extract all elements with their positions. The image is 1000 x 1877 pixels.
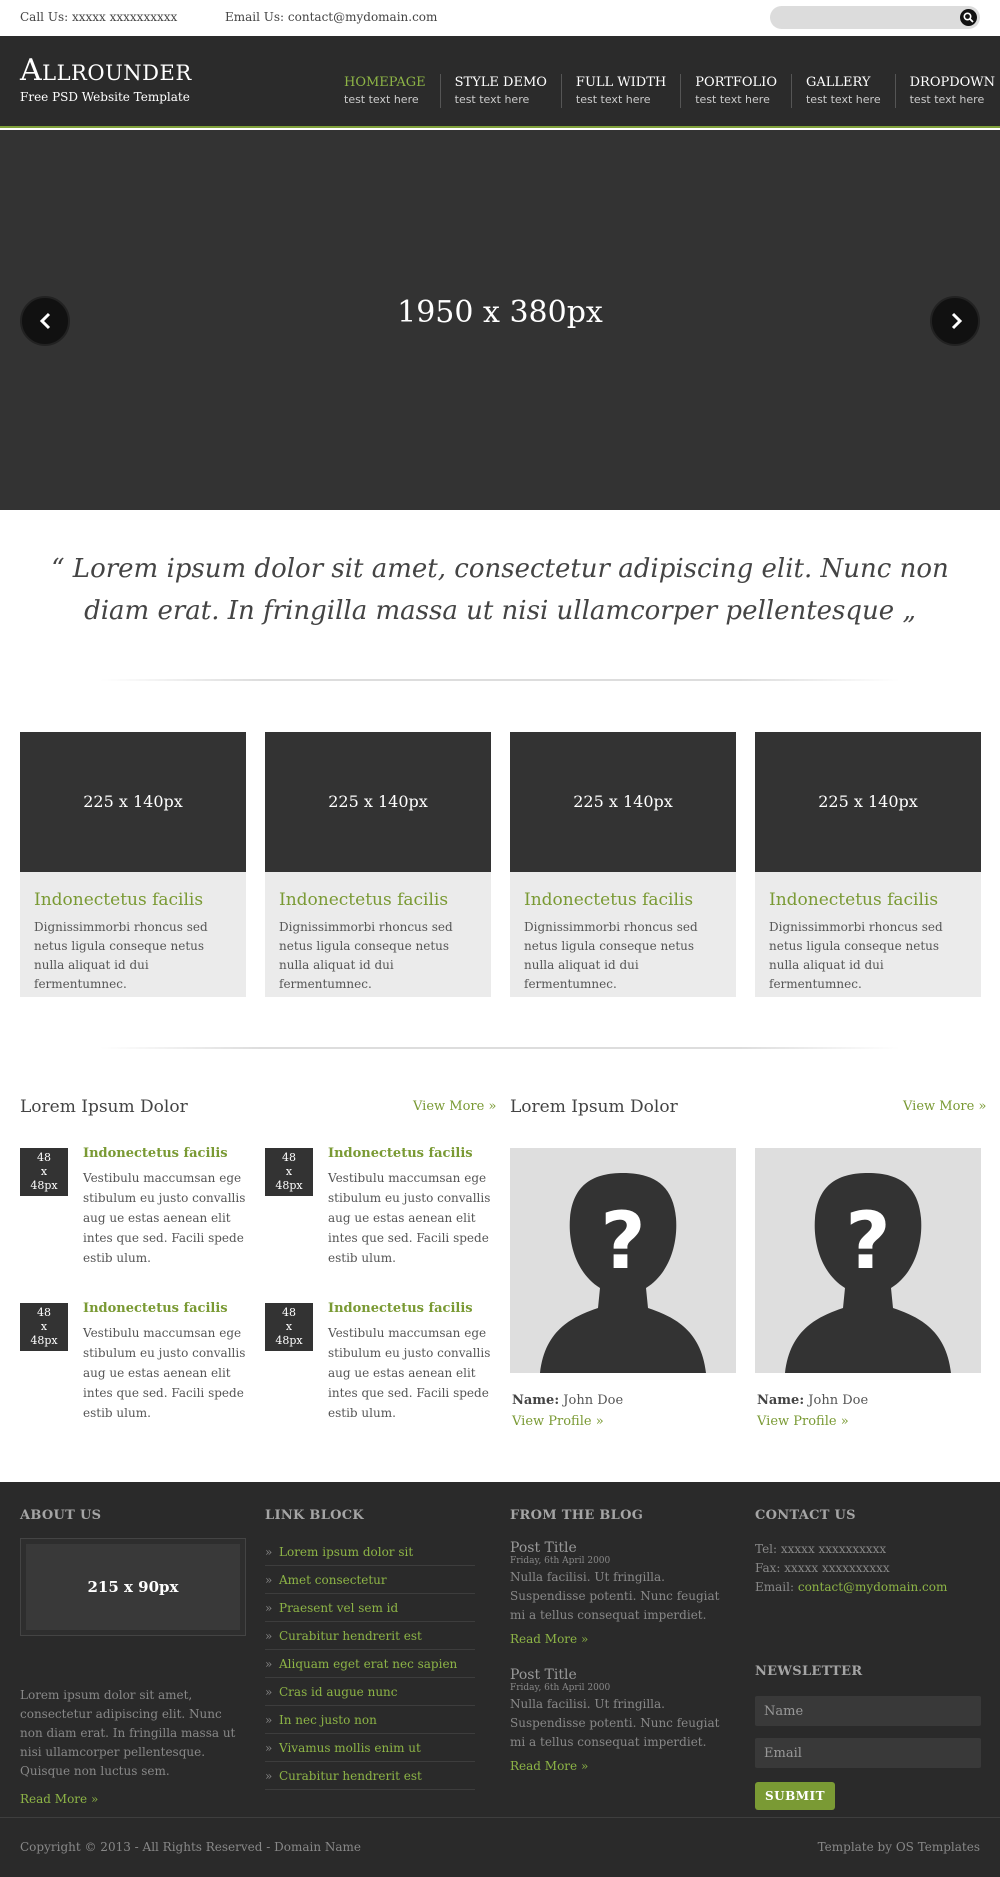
nav-item-title: GALLERY <box>805 75 871 90</box>
nav-item-subtitle: test text here <box>805 93 881 106</box>
thumb-size: 48 <box>282 1306 296 1319</box>
section-divider <box>100 1047 900 1049</box>
blog-post-text: Nulla facilisi. Ut fringilla. Suspendisse potenti. Nunc feugiat mi a tellus consequat imperdiet. <box>510 1697 720 1749</box>
post-text: Vestibulu maccumsan ege stibulum eu justo convallis aug ue estas aenean elit intes que sed. Facili spede estib ulum. <box>328 1171 491 1265</box>
view-more-link[interactable]: View More » <box>903 1099 987 1114</box>
feature-box <box>265 732 491 997</box>
team-member-card <box>755 1148 981 1429</box>
blog-post <box>510 1667 736 1773</box>
section-divider <box>100 679 900 681</box>
nav-item-homepage[interactable] <box>330 74 440 108</box>
contact-email-link[interactable]: contact@mydomain.com <box>797 1580 948 1594</box>
footer-heading: FROM THE BLOG <box>510 1508 644 1523</box>
nav-item-gallery[interactable] <box>791 74 895 108</box>
search-button[interactable] <box>960 9 977 26</box>
nav-item-subtitle: test text here <box>575 93 651 106</box>
nav-item-dropdown[interactable] <box>895 74 1000 108</box>
feature-image-placeholder: 225 x 140px <box>755 732 981 872</box>
footer-contact <box>755 1508 981 1808</box>
read-more-link[interactable]: Read More » <box>510 1632 589 1646</box>
feature-title[interactable]: Indonectetus facilis <box>34 890 204 910</box>
post-title[interactable]: Indonectetus facilis <box>328 1301 473 1316</box>
blog-post-title[interactable]: Post Title <box>510 1540 577 1556</box>
avatar <box>510 1148 736 1373</box>
footer-link-block <box>265 1508 491 1808</box>
footer-link[interactable]: » Curabitur hendrerit est <box>265 1622 475 1650</box>
feature-title[interactable]: Indonectetus facilis <box>769 890 939 910</box>
thumb-size: x <box>40 1165 48 1178</box>
about-image-label: 215 x 90px <box>26 1544 240 1630</box>
footer-about <box>20 1508 246 1808</box>
member-name <box>757 1393 981 1408</box>
feature-title[interactable]: Indonectetus facilis <box>279 890 449 910</box>
contact-tel: Tel: xxxxx xxxxxxxxxx <box>755 1542 887 1556</box>
footer-heading: LINK BLOCK <box>265 1508 365 1523</box>
footer-heading: NEWSLETTER <box>755 1664 863 1679</box>
read-more-link[interactable]: Read More » <box>20 1792 99 1806</box>
feature-text: Dignissimmorbi rhoncus sed netus ligula conseque netus nulla aliquat id dui fermentumnec. <box>34 920 208 991</box>
name-label: Name: <box>512 1393 560 1408</box>
member-name <box>512 1393 736 1408</box>
nav-item-portfolio[interactable] <box>680 74 791 108</box>
unknown-person-icon <box>510 1148 736 1373</box>
blog-post <box>510 1540 736 1646</box>
feature-box <box>20 732 246 997</box>
intro-quote: “ Lorem ipsum dolor sit amet, consectetur adipiscing elit. Nunc non diam erat. In fringilla massa ut nisi ullamcorper pellentesque „ <box>51 554 949 626</box>
search-box <box>770 6 980 29</box>
nav-item-title: PORTFOLIO <box>695 75 777 90</box>
nav-item-full-width[interactable] <box>561 74 680 108</box>
contact-email-label: Email: <box>755 1580 795 1594</box>
footer-link[interactable]: » Aliquam eget erat nec sapien <box>265 1650 475 1678</box>
bottom-bar <box>0 1817 1000 1877</box>
search-input[interactable] <box>780 8 950 27</box>
svg-text:?: ? <box>845 1197 891 1287</box>
post-title[interactable]: Indonectetus facilis <box>83 1146 228 1161</box>
about-text: Lorem ipsum dolor sit amet, consectetur adipiscing elit. Nunc non diam erat. In fringilla massa ut nisi ullamcorper pellentesque. Quisque non luctus sem. <box>20 1688 236 1778</box>
team-member-card <box>510 1148 736 1429</box>
nav-item-title: STYLE DEMO <box>454 75 547 90</box>
hero-slider <box>0 130 1000 510</box>
feature-image-placeholder: 225 x 140px <box>510 732 736 872</box>
site-tagline: Free PSD Website Template <box>20 90 190 104</box>
thumb-size: 48 <box>282 1151 296 1164</box>
newsletter-name-input[interactable] <box>755 1696 981 1726</box>
blog-post-date: Friday, 6th April 2000 <box>510 1556 611 1566</box>
footer-links-list <box>265 1538 475 1790</box>
thumb-size: x <box>285 1320 293 1333</box>
newsletter-submit-button[interactable]: SUBMIT <box>755 1782 835 1810</box>
post-text: Vestibulu maccumsan ege stibulum eu justo convallis aug ue estas aenean elit intes que sed. Facili spede estib ulum. <box>328 1326 491 1420</box>
site-logo[interactable]: Allrounder <box>20 53 192 88</box>
feature-text: Dignissimmorbi rhoncus sed netus ligula conseque netus nulla aliquat id dui fermentumnec. <box>279 920 453 991</box>
thumb-size: 48px <box>275 1334 303 1347</box>
footer-link[interactable]: » Lorem ipsum dolor sit <box>265 1538 475 1566</box>
nav-item-style-demo[interactable] <box>440 74 561 108</box>
feature-title[interactable]: Indonectetus facilis <box>524 890 694 910</box>
feature-text: Dignissimmorbi rhoncus sed netus ligula conseque netus nulla aliquat id dui fermentumnec. <box>524 920 698 991</box>
email-us-text: Email Us: contact@mydomain.com <box>225 10 438 24</box>
footer-heading: CONTACT US <box>755 1508 856 1523</box>
thumb-size: x <box>40 1320 48 1333</box>
feature-box <box>510 732 736 997</box>
view-profile-link[interactable]: View Profile » <box>757 1414 849 1429</box>
feature-image-placeholder: 225 x 140px <box>20 732 246 872</box>
call-us-text: Call Us: xxxxx xxxxxxxxxx <box>20 10 178 24</box>
footer-heading: ABOUT US <box>20 1508 102 1523</box>
footer-link[interactable]: » Cras id augue nunc <box>265 1678 475 1706</box>
slider-next-button[interactable] <box>930 296 980 346</box>
nav-item-title: FULL WIDTH <box>575 75 667 90</box>
blog-post-date: Friday, 6th April 2000 <box>510 1683 611 1693</box>
blog-post-text: Nulla facilisi. Ut fringilla. Suspendisse potenti. Nunc feugiat mi a tellus consequat imperdiet. <box>510 1570 720 1622</box>
view-profile-link[interactable]: View Profile » <box>512 1414 604 1429</box>
feature-text: Dignissimmorbi rhoncus sed netus ligula conseque netus nulla aliquat id dui fermentumnec. <box>769 920 943 991</box>
name-label: Name: <box>757 1393 805 1408</box>
template-credit-link[interactable]: Template by OS Templates <box>817 1840 980 1854</box>
chevron-right-icon <box>946 311 966 331</box>
unknown-person-icon <box>755 1148 981 1373</box>
nav-item-subtitle: test text here <box>909 93 985 106</box>
feature-box <box>755 732 981 997</box>
post-thumbnail <box>265 1148 313 1196</box>
read-more-link[interactable]: Read More » <box>510 1759 589 1773</box>
copyright-text: Copyright © 2013 - All Rights Reserved - Domain Name <box>20 1840 362 1854</box>
footer-blog <box>510 1508 736 1808</box>
thumb-size: 48px <box>275 1179 303 1192</box>
contact-email-row <box>755 1578 981 1597</box>
about-image-placeholder <box>20 1538 246 1636</box>
site-header <box>0 36 1000 128</box>
thumb-size: 48px <box>30 1334 58 1347</box>
post-title[interactable]: Indonectetus facilis <box>83 1301 228 1316</box>
blog-post-title[interactable]: Post Title <box>510 1667 577 1683</box>
thumb-size: 48 <box>37 1306 51 1319</box>
post-thumbnail <box>20 1148 68 1196</box>
footer-link[interactable]: » Amet consectetur <box>265 1566 475 1594</box>
contact-fax: Fax: xxxxx xxxxxxxxxx <box>755 1561 890 1575</box>
main-nav <box>330 74 1000 108</box>
post-text: Vestibulu maccumsan ege stibulum eu justo convallis aug ue estas aenean elit intes que sed. Facili spede estib ulum. <box>83 1171 246 1265</box>
feature-image-placeholder: 225 x 140px <box>265 732 491 872</box>
nav-item-title: DROPDOWN <box>909 75 996 90</box>
nav-item-subtitle: test text here <box>454 93 530 106</box>
thumb-size: 48 <box>37 1151 51 1164</box>
top-bar <box>0 0 1000 36</box>
section-title: Lorem Ipsum Dolor <box>510 1097 678 1117</box>
avatar <box>755 1148 981 1373</box>
view-more-link[interactable]: View More » <box>413 1099 497 1114</box>
site-footer <box>0 1482 1000 1817</box>
svg-text:?: ? <box>600 1197 646 1287</box>
slider-placeholder-label: 1950 x 380px <box>397 295 603 330</box>
footer-link[interactable]: » Vivamus mollis enim ut <box>265 1734 475 1762</box>
nav-item-subtitle: test text here <box>344 93 419 106</box>
thumb-size: x <box>285 1165 293 1178</box>
contact-info <box>755 1540 981 1597</box>
nav-item-title: HOMEPAGE <box>344 75 426 90</box>
footer-link[interactable]: » In nec justo non <box>265 1706 475 1734</box>
search-icon <box>963 12 974 23</box>
name-value: John Doe <box>808 1393 869 1408</box>
post-thumbnail <box>20 1303 68 1351</box>
footer-link[interactable]: » Curabitur hendrerit est <box>265 1762 475 1790</box>
section-title: Lorem Ipsum Dolor <box>20 1097 188 1117</box>
post-title[interactable]: Indonectetus facilis <box>328 1146 473 1161</box>
post-thumbnail <box>265 1303 313 1351</box>
post-text: Vestibulu maccumsan ege stibulum eu justo convallis aug ue estas aenean elit intes que sed. Facili spede estib ulum. <box>83 1326 246 1420</box>
newsletter-email-input[interactable] <box>755 1738 981 1768</box>
nav-item-subtitle: test text here <box>695 93 770 106</box>
name-value: John Doe <box>563 1393 624 1408</box>
footer-link[interactable]: » Praesent vel sem id <box>265 1594 475 1622</box>
thumb-size: 48px <box>30 1179 58 1192</box>
